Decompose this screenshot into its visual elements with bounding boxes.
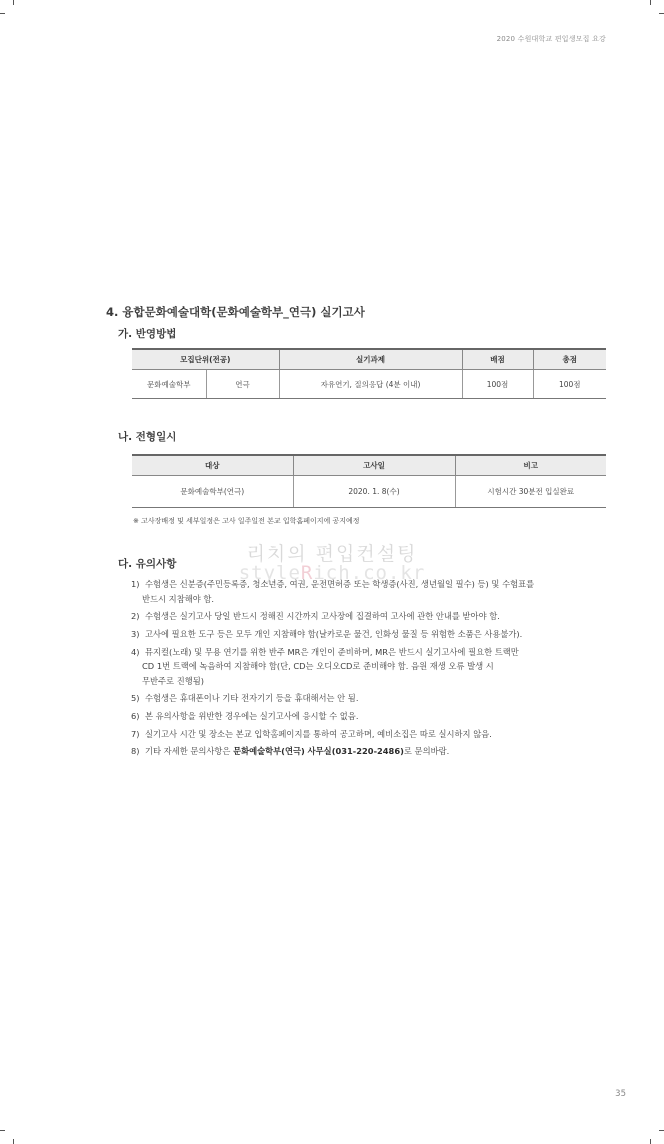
column-header-exam-date: 고사일	[293, 455, 455, 476]
column-header-task: 실기과제	[279, 349, 462, 370]
subsection-title-precautions: 다. 유의사항	[118, 558, 177, 570]
column-header-total: 총점	[533, 349, 606, 370]
cell-score: 100점	[462, 370, 533, 399]
column-header-remarks: 비고	[455, 455, 606, 476]
cell-major: 연극	[206, 370, 279, 399]
column-header-unit: 모집단위(전공)	[132, 349, 279, 370]
cell-exam-date: 2020. 1. 8(수)	[293, 476, 455, 508]
crop-mark-top-right	[650, 0, 651, 5]
list-item: 7) 실기고사 시간 및 장소는 본교 입학홈페이지를 통하여 공고하며, 예비소집은 따로 실시하지 않음.	[131, 728, 492, 739]
cell-remarks: 시험시간 30분전 입실완료	[455, 476, 606, 508]
crop-mark-bottom-right	[659, 1130, 664, 1131]
schedule-note: ※ 고사장배정 및 세부일정은 고사 일주일전 본교 입학홈페이지에 공지예정	[133, 517, 360, 525]
page-number: 35	[615, 1089, 626, 1099]
reflection-method-table	[132, 348, 606, 399]
crop-mark-bottom-left	[0, 1130, 5, 1131]
list-item: 2) 수험생은 실기고사 당일 반드시 정해진 시간까지 고사장에 집결하여 고사에 관한 안내를 받아야 함.	[131, 611, 500, 622]
table-row	[132, 370, 606, 399]
precautions-list	[131, 577, 601, 762]
crop-mark-top-right	[659, 13, 664, 14]
list-item: 5) 수험생은 휴대폰이나 기타 전자기기 등을 휴대해서는 안 됨.	[131, 693, 359, 704]
table-header-row	[132, 455, 606, 476]
crop-mark-bottom-right	[650, 1139, 651, 1144]
subsection-title-schedule: 나. 전형일시	[118, 431, 177, 443]
list-item: 6) 본 유의사항을 위반한 경우에는 실기고사에 응시할 수 없음.	[131, 710, 359, 721]
table-row	[132, 476, 606, 508]
crop-mark-bottom-left	[13, 1139, 14, 1144]
table-header-row	[132, 349, 606, 370]
list-item: 3) 고사에 필요한 도구 등은 모두 개인 지참해야 함(날카로운 물건, 인화성 물질 등 위험한 소품은 사용불가).	[131, 628, 523, 639]
list-item: 4) 뮤지컬(노래) 및 무용 연기를 위한 반주 MR은 개인이 준비하며, MR은 반드시 실기고사에 필요한 트랙만 CD 1번 트랙에 녹음하여 지참해야 함(단, CD는 오디오CD로 준비해야 함. 음원 재생 오류 발생 시 무반주로 진행됨)	[131, 646, 519, 686]
subsection-title-reflection: 가. 반영방법	[118, 328, 177, 340]
contact-office: 문화예술학부(연극) 사무실(031-220-2486)	[233, 746, 404, 757]
crop-mark-top-left	[0, 13, 5, 14]
cell-total: 100점	[533, 370, 606, 399]
section-title: 4. 융합문화예술대학(문화예술학부_연극) 실기고사	[106, 305, 365, 319]
cell-target: 문화예술학부(연극)	[132, 476, 293, 508]
running-header: 2020 수원대학교 편입생모집 요강	[496, 35, 606, 43]
column-header-target: 대상	[132, 455, 293, 476]
watermark-line-2: styleRich.co.kr	[238, 562, 426, 584]
crop-mark-top-left	[13, 0, 14, 5]
list-item: 8) 기타 자세한 문의사항은 문화예술학부(연극) 사무실(031-220-2486)로 문의바람.	[131, 746, 450, 757]
exam-schedule-table	[132, 454, 606, 508]
watermark-line-1: 리치의 편입컨설팅	[246, 543, 418, 565]
cell-task: 자유연기, 질의응답 (4분 이내)	[279, 370, 462, 399]
column-header-score: 배점	[462, 349, 533, 370]
list-item: 1) 수험생은 신분증(주민등록증, 청소년증, 여권, 운전면허증 또는 학생증(사진, 생년월일 필수) 등) 및 수험표를 반드시 지참해야 함.	[131, 579, 535, 604]
cell-department: 문화예술학부	[132, 370, 206, 399]
